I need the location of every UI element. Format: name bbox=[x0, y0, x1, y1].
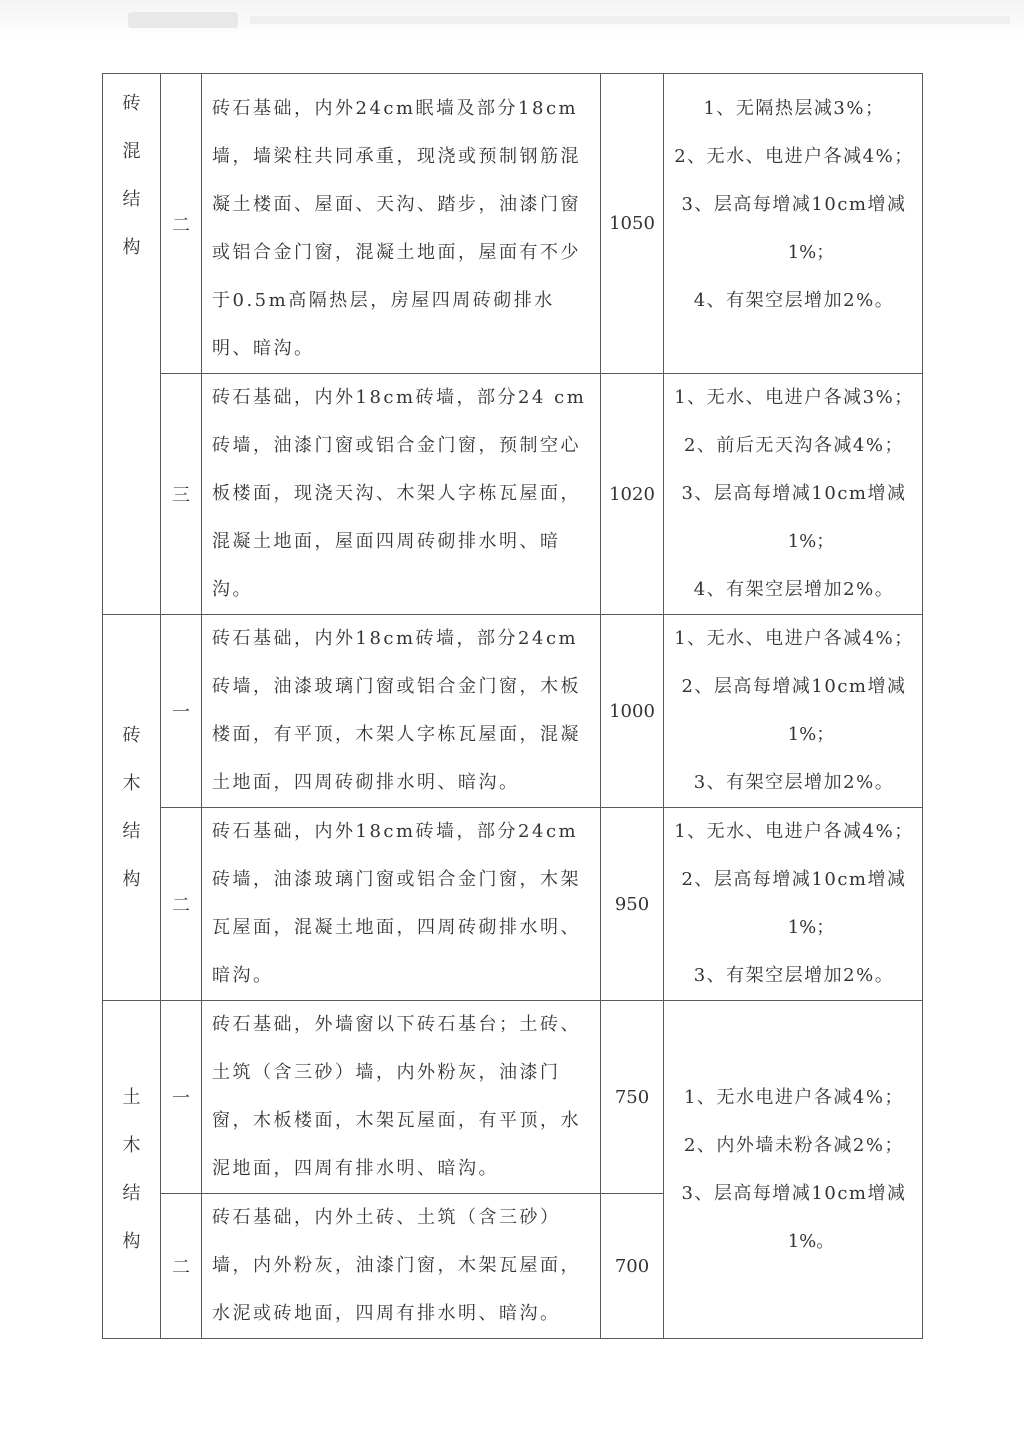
price-cell: 1000 bbox=[601, 615, 664, 808]
adjustment-item: 1、无水、电进户各减4%； bbox=[674, 628, 914, 649]
grade-cell: 二 bbox=[161, 808, 202, 1001]
description-cell: 砖石基础，内外24cm眠墙及部分18cm墙，墙梁柱共同承重，现浇或预制钢筋混凝土楼面、屋面、天沟、踏步，油漆门窗或铝合金门窗，混凝土地面，屋面有不少于0.5m高隔热层，房屋四周砖砌排水明、暗沟。 bbox=[202, 74, 601, 374]
table-row bbox=[103, 808, 923, 1001]
adjustment-item-continued: 1%。 bbox=[787, 1230, 835, 1252]
adjustment-item: 3、有架空层增加2%。 bbox=[693, 772, 895, 793]
adjustment-item: 4、有架空层增加2%。 bbox=[693, 290, 895, 311]
table-row bbox=[103, 74, 923, 374]
housing-price-table bbox=[102, 73, 923, 1339]
adjustment-item: 2、内外墙未粉各减2%； bbox=[683, 1134, 904, 1156]
adjustment-item: 1、无水电进户各减4%； bbox=[683, 1086, 904, 1108]
adjustments-cell bbox=[664, 74, 923, 374]
structure-char: 混 bbox=[122, 141, 141, 162]
structure-char: 构 bbox=[122, 868, 141, 890]
structure-char: 结 bbox=[122, 820, 141, 842]
adjustment-item: 1、无隔热层减3%； bbox=[703, 98, 885, 119]
structure-char: 构 bbox=[122, 237, 141, 258]
adjustments-cell bbox=[664, 615, 923, 808]
adjustment-item-continued: 1%； bbox=[787, 531, 835, 552]
adjustment-item: 3、有架空层增加2%。 bbox=[693, 965, 895, 986]
structure-char: 结 bbox=[122, 1182, 141, 1204]
grade-cell: 二 bbox=[161, 74, 202, 374]
table-row bbox=[103, 1001, 923, 1194]
grade-cell: 二 bbox=[161, 1194, 202, 1339]
adjustment-item: 3、层高每增减10cm增减 bbox=[681, 194, 907, 215]
price-cell: 950 bbox=[601, 808, 664, 1001]
adjustments-cell bbox=[664, 1001, 923, 1339]
structure-type-cell bbox=[103, 74, 161, 615]
grade-cell: 一 bbox=[161, 615, 202, 808]
structure-char: 砖 bbox=[122, 93, 141, 114]
structure-char: 结 bbox=[122, 189, 141, 210]
adjustment-item-continued: 1%； bbox=[787, 917, 835, 938]
scan-streak bbox=[250, 16, 1010, 24]
adjustment-item-continued: 1%； bbox=[787, 724, 835, 745]
price-cell: 1050 bbox=[601, 74, 664, 374]
adjustment-item: 4、有架空层增加2%。 bbox=[693, 579, 895, 600]
adjustment-item-continued: 1%； bbox=[787, 242, 835, 263]
table-row bbox=[103, 374, 923, 615]
structure-type-cell bbox=[103, 615, 161, 1001]
adjustment-item: 1、无水、电进户各减3%； bbox=[674, 387, 914, 408]
adjustment-item: 2、层高每增减10cm增减 bbox=[681, 869, 907, 890]
structure-char: 土 bbox=[122, 1086, 141, 1108]
description-cell: 砖石基础，内外18cm砖墙，部分24 cm砖墙，油漆门窗或铝合金门窗，预制空心板楼面，现浇天沟、木架人字栋瓦屋面，混凝土地面，屋面四周砖砌排水明、暗沟。 bbox=[202, 374, 601, 615]
description-cell: 砖石基础，外墙窗以下砖石基台；土砖、土筑（含三砂）墙，内外粉灰，油漆门窗，木板楼面，木架瓦屋面，有平顶，水泥地面，四周有排水明、暗沟。 bbox=[202, 1001, 601, 1194]
price-cell: 700 bbox=[601, 1194, 664, 1339]
adjustment-item: 1、无水、电进户各减4%； bbox=[674, 821, 914, 842]
structure-char: 砖 bbox=[122, 724, 141, 746]
price-cell: 750 bbox=[601, 1001, 664, 1194]
structure-type-cell bbox=[103, 1001, 161, 1339]
structure-char: 木 bbox=[122, 772, 141, 794]
description-cell: 砖石基础，内外18cm砖墙，部分24cm砖墙，油漆玻璃门窗或铝合金门窗，木板楼面，有平顶，木架人字栋瓦屋面，混凝土地面，四周砖砌排水明、暗沟。 bbox=[202, 615, 601, 808]
grade-cell: 三 bbox=[161, 374, 202, 615]
adjustments-cell bbox=[664, 808, 923, 1001]
adjustment-item: 2、无水、电进户各减4%； bbox=[674, 146, 914, 167]
description-cell: 砖石基础，内外18cm砖墙，部分24cm砖墙，油漆玻璃门窗或铝合金门窗，木架瓦屋面，混凝土地面，四周砖砌排水明、暗沟。 bbox=[202, 808, 601, 1001]
grade-cell: 一 bbox=[161, 1001, 202, 1194]
adjustments-cell bbox=[664, 374, 923, 615]
table-row bbox=[103, 615, 923, 808]
adjustment-item: 2、前后无天沟各减4%； bbox=[683, 435, 904, 456]
adjustment-item: 2、层高每增减10cm增减 bbox=[681, 676, 907, 697]
price-cell: 1020 bbox=[601, 374, 664, 615]
structure-char: 木 bbox=[122, 1134, 141, 1156]
structure-char: 构 bbox=[122, 1230, 141, 1252]
adjustment-item: 3、层高每增减10cm增减 bbox=[681, 483, 907, 504]
scan-smudge bbox=[128, 12, 238, 28]
description-cell: 砖石基础，内外土砖、土筑（含三砂）墙，内外粉灰，油漆门窗，木架瓦屋面，水泥或砖地面，四周有排水明、暗沟。 bbox=[202, 1194, 601, 1339]
adjustment-item: 3、层高每增减10cm增减 bbox=[681, 1182, 907, 1204]
